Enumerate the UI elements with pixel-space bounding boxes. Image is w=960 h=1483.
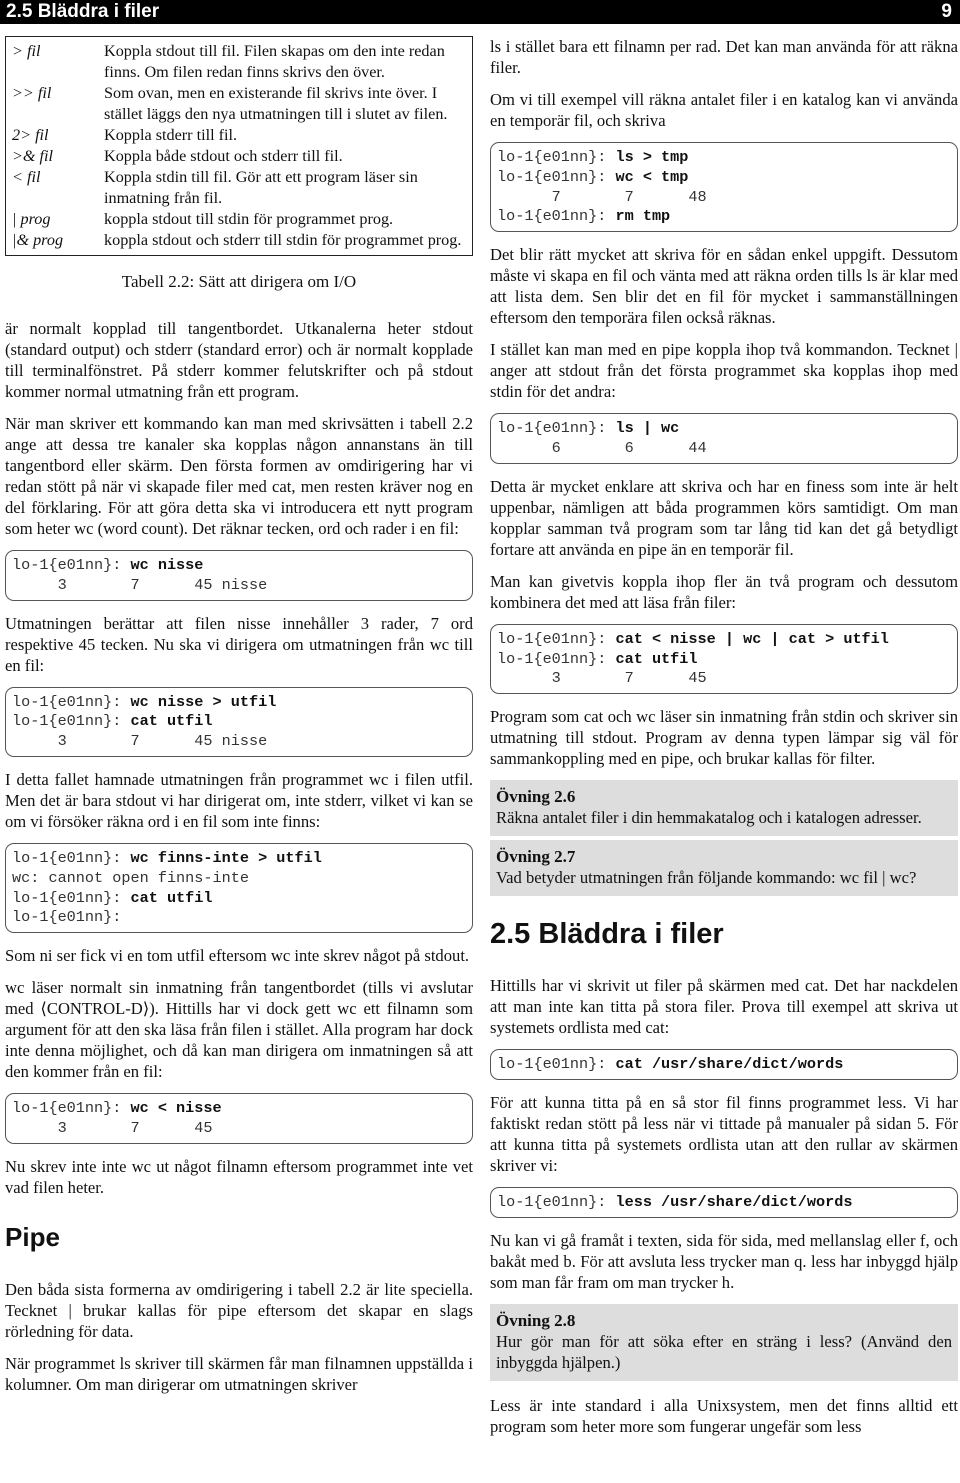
table-description: koppla stdout och stderr till stdin för programmet prog. — [104, 231, 462, 249]
shell-prompt: lo-1{e01nn}: — [12, 908, 131, 927]
page-number: 9 — [941, 1, 952, 22]
exercise-title: Övning 2.6 — [496, 787, 576, 807]
exercise-body: Räkna antalet filer i din hemmakatalog och i katalogen adresser. — [496, 808, 922, 828]
paragraph: Om vi till exempel vill räkna antalet filer i en katalog kan vi använda en temporär fil, och skriva — [490, 90, 958, 130]
paragraph: ls i stället bara ett filnamn per rad. Det kan man använda för att räkna filer. — [490, 37, 958, 77]
terminal-example — [5, 687, 473, 757]
shell-prompt: lo-1{e01nn}: — [12, 712, 131, 731]
exercise-title: Övning 2.7 — [496, 847, 576, 867]
paragraph: wc läser normalt sin inmatning från tangentbordet (tills vi avslutar med ⟨CONTROL-D⟩). Hittills har vi dock gett wc ett filnamn som argument för att den ska läsa från filen i stället. Alla program har dock inte denna möjlighet, och då kan man dirigera om inmatningen så att den kommer från en fil: — [5, 978, 473, 1082]
paragraph: I detta fallet hamnade utmatningen från programmet wc i filen utfil. Men det är bara stdout vi har dirigerat om, inte stderr, vilket vi kan se om vi försöker räkna ord i en fil som inte finns: — [5, 769, 473, 831]
shell-command: wc < nisse — [130, 1099, 222, 1118]
shell-command: cat utfil — [130, 712, 213, 731]
table-description: Koppla stdout till fil. Filen skapas om den inte redan finns. Om filen redan finns skrivs den över. — [104, 42, 445, 81]
table-operator: |& prog — [12, 231, 64, 249]
shell-command: cat /usr/share/dict/words — [615, 1055, 844, 1074]
shell-prompt: lo-1{e01nn}: — [497, 1192, 616, 1211]
table-description: Koppla både stdout och stderr till fil. — [104, 147, 343, 165]
shell-prompt: lo-1{e01nn}: — [12, 888, 131, 907]
table-caption: Tabell 2.2: Sätt att dirigera om I/O — [121, 272, 357, 291]
shell-prompt: lo-1{e01nn}: — [12, 848, 131, 867]
paragraph: Less är inte standard i alla Unixsystem, men det finns alltid ett program som heter more som fungerar ungefär som less — [490, 1395, 958, 1436]
shell-command: cat < nisse | wc | cat > utfil — [615, 629, 889, 648]
shell-command: cat utfil — [130, 888, 213, 907]
shell-output: 3 7 45 — [12, 1118, 213, 1137]
terminal-example — [490, 624, 958, 694]
redirect-table — [5, 36, 473, 256]
table-operator: >> fil — [12, 84, 52, 102]
shell-prompt: lo-1{e01nn}: — [12, 1099, 131, 1118]
table-operator: | prog — [12, 210, 51, 228]
shell-command: wc finns-inte > utfil — [130, 848, 322, 867]
table-row — [12, 41, 466, 83]
paragraph: Detta är mycket enklare att skriva och har en finess som inte är helt uppenbar, nämligen att båda programmen körs samtidigt. Om man kopplar samman två program som tar lång tid kan det gå betydligt fortare att använda en pipe än en temporär fil. — [490, 476, 958, 559]
paragraph: När man skriver ett kommando kan man med skrivsätten i tabell 2.2 ange att dessa tre kanaler ska kopplas någon annanstans än till tangentbord eller skärm. Den första formen av omdirigering har vi redan stött på när vi skapade filer med cat, men resten kräver nog en del förklaring. För att göra detta ska vi introducera ett nytt program som heter wc (word count). Det räknar tecken, ord och rader i en fil: — [5, 414, 473, 538]
shell-prompt: lo-1{e01nn}: — [497, 148, 616, 166]
paragraph: I stället kan man med en pipe koppla ihop två kommandon. Tecknet | anger att stdout från det första programmet ska kopplas ihop med stdin för det andra: — [490, 340, 958, 402]
shell-output: 3 7 45 — [497, 669, 707, 688]
exercise-box — [490, 840, 958, 896]
table-row — [12, 83, 466, 125]
paragraph: Det blir rätt mycket att skriva för en sådan enkel uppgift. Dessutom måste vi skapa en fil och vänta med att räkna orden tills ls är klar med att lista dem. Sen blir det en fil för mycket i sammanställningen eftersom den temporära filen också räknas. — [490, 245, 958, 328]
left-column — [5, 36, 473, 1406]
table-operator: 2> fil — [12, 126, 49, 144]
paragraph: Utmatningen berättar att filen nisse innehåller 3 rader, 7 ord respektive 45 tecken. Nu ska vi dirigera om utmatningen från wc till en fil: — [5, 613, 473, 675]
terminal-example — [490, 413, 958, 464]
paragraph: För att kunna titta på en så stor fil finns programmet less. Vi har faktiskt redan stött på less när vi tittade på manualer på sidan 5. För att kunna titta på systemets ordlista utan att den rullar av skärmen skriver vi: — [490, 1092, 958, 1175]
shell-command: wc nisse > utfil — [130, 692, 277, 711]
shell-prompt: lo-1{e01nn}: — [497, 419, 616, 438]
terminal-example — [490, 1187, 958, 1218]
terminal-example — [5, 1093, 473, 1144]
shell-output: 3 7 45 nisse — [12, 732, 268, 751]
shell-prompt: lo-1{e01nn}: — [497, 629, 616, 648]
exercise-body: Vad betyder utmatningen från följande kommando: wc fil | wc? — [496, 868, 917, 888]
shell-prompt: lo-1{e01nn}: — [497, 207, 616, 226]
shell-output: 7 7 48 — [497, 187, 707, 206]
table-row — [12, 230, 466, 251]
shell-command: wc nisse — [130, 556, 204, 574]
exercise-title: Övning 2.8 — [496, 1310, 576, 1330]
shell-prompt: lo-1{e01nn}: — [497, 1055, 616, 1074]
table-description: Koppla stderr till fil. — [104, 126, 238, 144]
shell-output: 6 6 44 — [497, 438, 707, 457]
shell-command: rm tmp — [615, 207, 671, 226]
section-title: 2.5 Bläddra i filer — [6, 1, 160, 22]
table-description: Som ovan, men en existerande fil skrivs inte över. I stället läggs den nya utmatningen till i slutet av filen. — [104, 84, 448, 123]
section-heading: 2.5 Bläddra i filer — [490, 918, 724, 951]
shell-command: ls | wc — [615, 419, 680, 438]
paragraph: Nu kan vi gå framåt i texten, sida för sida, med mellanslag eller f, och bakåt med b. För att avsluta less trycker man q. less har inbyggd hjälp som man får fram om man trycker h. — [490, 1230, 958, 1292]
exercise-box — [490, 780, 958, 836]
terminal-example — [5, 843, 473, 933]
terminal-example — [490, 142, 958, 232]
shell-command: wc < tmp — [615, 167, 689, 186]
exercise-box — [490, 1304, 958, 1381]
shell-output: 3 7 45 nisse — [12, 575, 268, 594]
shell-prompt: lo-1{e01nn}: — [497, 167, 616, 186]
table-operator: > fil — [12, 42, 41, 60]
exercise-body: Hur gör man för att söka efter en sträng i less? (Använd den inbyggda hjälpen.) — [496, 1331, 952, 1372]
table-description: Koppla stdin till fil. Gör att ett program läser sin inmatning från fil. — [104, 168, 418, 207]
paragraph: är normalt kopplad till tangentbordet. Utkanalerna heter stdout (standard output) och stderr (standard error) och är normalt kopplade till terminalfönstret. På stderr kommer felutskrifter och på stdout kommer normal utmatning från ett program. — [5, 319, 473, 401]
paragraph: Man kan givetvis koppla ihop fler än två program och dessutom kombinera det med att läsa från filer: — [490, 571, 958, 612]
terminal-example — [490, 1049, 958, 1080]
shell-command: cat utfil — [615, 649, 698, 668]
paragraph: Som ni ser fick vi en tom utfil eftersom wc inte skrev något på stdout. — [5, 946, 470, 966]
table-operator: < fil — [12, 168, 41, 186]
shell-output: wc: cannot open finns-inte — [12, 868, 249, 887]
table-row — [12, 167, 466, 209]
table-description: koppla stdout till stdin för programmet prog. — [104, 210, 394, 228]
paragraph: Hittills har vi skrivit ut filer på skärmen med cat. Det har nackdelen att man inte kan titta på stora filer. Prova till exempel att skriva ut systemets ordlista med cat: — [490, 976, 958, 1038]
shell-prompt: lo-1{e01nn}: — [12, 556, 131, 574]
table-operator: >& fil — [12, 147, 54, 165]
shell-command: ls > tmp — [615, 148, 689, 166]
table-row — [12, 125, 466, 146]
shell-prompt: lo-1{e01nn}: — [12, 692, 131, 711]
paragraph: Den båda sista formerna av omdirigering i tabell 2.2 är lite speciella. Tecknet | brukar kallas för pipe eftersom det skapar en slags rörledning för data. — [5, 1279, 473, 1341]
paragraph: Nu skrev inte inte wc ut något filnamn eftersom programmet inte vet vad filen heter. — [5, 1156, 473, 1197]
table-row — [12, 146, 466, 167]
shell-command: less /usr/share/dict/words — [615, 1192, 853, 1211]
shell-prompt: lo-1{e01nn}: — [497, 649, 616, 668]
table-row — [12, 209, 466, 230]
page-header — [0, 0, 960, 24]
paragraph: Program som cat och wc läser sin inmatning från stdin och skriver sin utmatning till stdout. Program av denna typen lämpar sig väl för sammankoppling med en pipe, och brukar kallas för filter. — [490, 707, 958, 769]
terminal-example — [5, 550, 473, 601]
paragraph: När programmet ls skriver till skärmen får man filnamnen uppställda i kolumner. Om man dirigerar om utmatningen skriver — [5, 1353, 473, 1394]
subsection-heading: Pipe — [5, 1221, 60, 1252]
right-column — [490, 36, 958, 1448]
